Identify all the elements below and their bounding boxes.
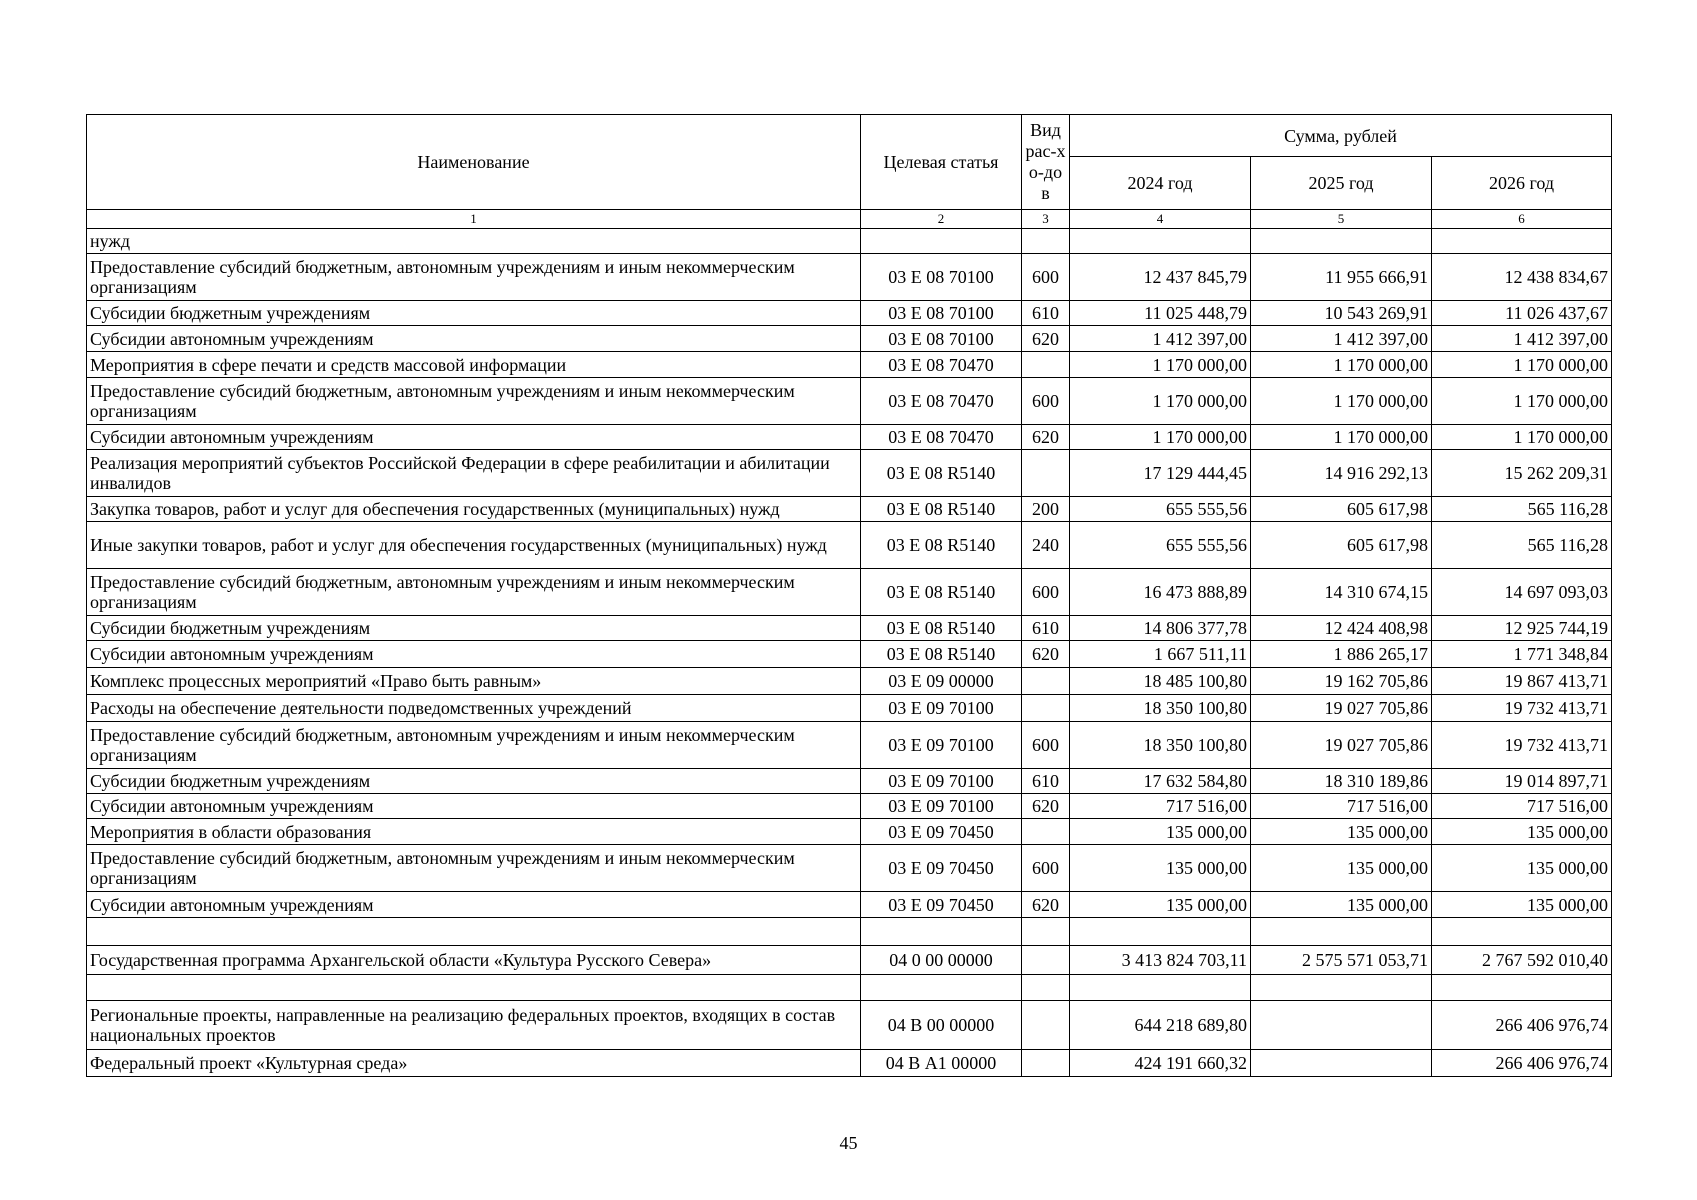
table-row	[87, 378, 1612, 425]
cell-name: Расходы на обеспечение деятельности подведомственных учреждений	[87, 695, 861, 722]
cell-target-article: 03 Е 08 70470	[861, 425, 1022, 450]
cell-amount-2025: 1 886 265,17	[1251, 641, 1432, 668]
cell-amount-2026	[1432, 918, 1612, 946]
cell-amount-2026: 12 438 834,67	[1432, 254, 1612, 301]
cell-expense-type: 610	[1022, 769, 1070, 794]
cell-amount-2024: 655 555,56	[1070, 497, 1251, 522]
cell-amount-2025: 1 170 000,00	[1251, 378, 1432, 425]
table-row	[87, 1001, 1612, 1050]
cell-amount-2024: 1 170 000,00	[1070, 378, 1251, 425]
cell-name: Субсидии автономным учреждениям	[87, 892, 861, 918]
cell-amount-2025: 135 000,00	[1251, 892, 1432, 918]
table-row	[87, 616, 1612, 641]
cell-expense-type: 600	[1022, 378, 1070, 425]
cell-amount-2024: 135 000,00	[1070, 892, 1251, 918]
table-row	[87, 794, 1612, 819]
table-row	[87, 946, 1612, 975]
cell-name: Региональные проекты, направленные на реализацию федеральных проектов, входящих в состав национальных проектов	[87, 1001, 861, 1050]
cell-amount-2026: 11 026 437,67	[1432, 301, 1612, 326]
cell-name: нужд	[87, 229, 861, 254]
cell-amount-2024: 424 191 660,32	[1070, 1050, 1251, 1077]
cell-expense-type	[1022, 352, 1070, 378]
cell-amount-2026: 2 767 592 010,40	[1432, 946, 1612, 975]
cell-amount-2026: 19 732 413,71	[1432, 722, 1612, 769]
header-expense-type	[1022, 115, 1070, 210]
cell-expense-type	[1022, 1050, 1070, 1077]
cell-target-article: 03 Е 08 R5140	[861, 569, 1022, 616]
cell-expense-type	[1022, 695, 1070, 722]
cell-amount-2025: 717 516,00	[1251, 794, 1432, 819]
cell-expense-type: 200	[1022, 497, 1070, 522]
table-row	[87, 301, 1612, 326]
cell-target-article: 03 Е 09 00000	[861, 668, 1022, 695]
cell-amount-2024: 1 667 511,11	[1070, 641, 1251, 668]
cell-target-article	[861, 229, 1022, 254]
table-row	[87, 326, 1612, 352]
cell-amount-2024: 1 170 000,00	[1070, 425, 1251, 450]
cell-amount-2026: 717 516,00	[1432, 794, 1612, 819]
header-expense-type-label: Вид рас-хо-дов	[1025, 120, 1066, 203]
cell-name: Субсидии автономным учреждениям	[87, 641, 861, 668]
cell-name: Предоставление субсидий бюджетным, автономным учреждениям и иным некоммерческим организациям	[87, 569, 861, 616]
cell-expense-type: 620	[1022, 326, 1070, 352]
cell-amount-2026: 19 867 413,71	[1432, 668, 1612, 695]
cell-name: Субсидии бюджетным учреждениям	[87, 616, 861, 641]
cell-target-article: 03 Е 09 70450	[861, 819, 1022, 845]
cell-name: Мероприятия в сфере печати и средств массовой информации	[87, 352, 861, 378]
cell-name: Мероприятия в области образования	[87, 819, 861, 845]
cell-target-article: 03 Е 09 70100	[861, 695, 1022, 722]
header-target-article: Целевая статья	[861, 115, 1022, 210]
cell-expense-type	[1022, 819, 1070, 845]
cell-amount-2026: 266 406 976,74	[1432, 1001, 1612, 1050]
cell-amount-2026: 14 697 093,03	[1432, 569, 1612, 616]
cell-amount-2025	[1251, 975, 1432, 1001]
cell-amount-2025: 14 916 292,13	[1251, 450, 1432, 497]
cell-amount-2025	[1251, 1001, 1432, 1050]
cell-amount-2026: 135 000,00	[1432, 892, 1612, 918]
cell-expense-type: 600	[1022, 569, 1070, 616]
cell-amount-2026: 19 732 413,71	[1432, 695, 1612, 722]
cell-expense-type: 610	[1022, 301, 1070, 326]
cell-target-article: 03 Е 08 R5140	[861, 616, 1022, 641]
header-name: Наименование	[87, 115, 861, 210]
cell-expense-type: 620	[1022, 425, 1070, 450]
cell-amount-2026: 19 014 897,71	[1432, 769, 1612, 794]
cell-amount-2025: 14 310 674,15	[1251, 569, 1432, 616]
table-row	[87, 352, 1612, 378]
cell-amount-2025	[1251, 229, 1432, 254]
table-row	[87, 695, 1612, 722]
cell-name: Предоставление субсидий бюджетным, автономным учреждениям и иным некоммерческим организациям	[87, 378, 861, 425]
cell-name	[87, 975, 861, 1001]
cell-amount-2026	[1432, 229, 1612, 254]
header-year-2025: 2025 год	[1251, 157, 1432, 210]
cell-target-article	[861, 918, 1022, 946]
table-row	[87, 425, 1612, 450]
cell-amount-2026: 1 412 397,00	[1432, 326, 1612, 352]
header-year-2024: 2024 год	[1070, 157, 1251, 210]
cell-target-article: 03 Е 08 70470	[861, 352, 1022, 378]
cell-amount-2025	[1251, 1050, 1432, 1077]
cell-amount-2024: 135 000,00	[1070, 819, 1251, 845]
table-row	[87, 229, 1612, 254]
table-row	[87, 918, 1612, 946]
cell-amount-2025: 605 617,98	[1251, 497, 1432, 522]
cell-target-article: 03 Е 08 R5140	[861, 522, 1022, 569]
cell-amount-2026: 565 116,28	[1432, 522, 1612, 569]
cell-amount-2026: 135 000,00	[1432, 845, 1612, 892]
table-row	[87, 892, 1612, 918]
cell-name: Субсидии автономным учреждениям	[87, 326, 861, 352]
table-row	[87, 845, 1612, 892]
header-sum: Сумма, рублей	[1070, 115, 1612, 157]
cell-amount-2026: 1 170 000,00	[1432, 425, 1612, 450]
column-number: 1	[87, 210, 861, 229]
cell-expense-type	[1022, 668, 1070, 695]
cell-amount-2025: 1 170 000,00	[1251, 425, 1432, 450]
cell-amount-2024: 135 000,00	[1070, 845, 1251, 892]
cell-target-article	[861, 975, 1022, 1001]
table-row	[87, 522, 1612, 569]
cell-amount-2026: 135 000,00	[1432, 819, 1612, 845]
cell-name: Субсидии бюджетным учреждениям	[87, 769, 861, 794]
cell-amount-2025: 2 575 571 053,71	[1251, 946, 1432, 975]
cell-amount-2025: 19 027 705,86	[1251, 695, 1432, 722]
cell-expense-type: 600	[1022, 254, 1070, 301]
cell-amount-2025: 135 000,00	[1251, 845, 1432, 892]
cell-expense-type	[1022, 1001, 1070, 1050]
table-row	[87, 1050, 1612, 1077]
cell-name: Реализация мероприятий субъектов Российской Федерации в сфере реабилитации и абилитации инвалидов	[87, 450, 861, 497]
cell-amount-2026: 1 771 348,84	[1432, 641, 1612, 668]
cell-name: Закупка товаров, работ и услуг для обеспечения государственных (муниципальных) нужд	[87, 497, 861, 522]
cell-amount-2025: 19 162 705,86	[1251, 668, 1432, 695]
table-row	[87, 722, 1612, 769]
column-number: 3	[1022, 210, 1070, 229]
cell-amount-2024: 3 413 824 703,11	[1070, 946, 1251, 975]
cell-expense-type	[1022, 946, 1070, 975]
cell-expense-type: 620	[1022, 641, 1070, 668]
cell-target-article: 03 Е 08 70100	[861, 326, 1022, 352]
cell-amount-2025: 11 955 666,91	[1251, 254, 1432, 301]
column-number: 6	[1432, 210, 1612, 229]
cell-expense-type: 600	[1022, 722, 1070, 769]
cell-name: Субсидии автономным учреждениям	[87, 425, 861, 450]
cell-amount-2026: 15 262 209,31	[1432, 450, 1612, 497]
cell-amount-2024: 18 350 100,80	[1070, 695, 1251, 722]
cell-target-article: 03 Е 08 R5140	[861, 641, 1022, 668]
cell-target-article: 03 Е 08 70470	[861, 378, 1022, 425]
column-number: 2	[861, 210, 1022, 229]
table-row	[87, 769, 1612, 794]
cell-amount-2024: 16 473 888,89	[1070, 569, 1251, 616]
cell-target-article: 03 Е 08 70100	[861, 301, 1022, 326]
cell-amount-2026: 1 170 000,00	[1432, 378, 1612, 425]
table-row	[87, 819, 1612, 845]
cell-amount-2026: 12 925 744,19	[1432, 616, 1612, 641]
cell-amount-2026: 1 170 000,00	[1432, 352, 1612, 378]
table-row	[87, 668, 1612, 695]
cell-target-article: 04 В А1 00000	[861, 1050, 1022, 1077]
cell-amount-2025: 605 617,98	[1251, 522, 1432, 569]
cell-target-article: 03 Е 08 70100	[861, 254, 1022, 301]
cell-expense-type: 610	[1022, 616, 1070, 641]
cell-amount-2025: 1 412 397,00	[1251, 326, 1432, 352]
cell-amount-2025: 1 170 000,00	[1251, 352, 1432, 378]
cell-expense-type	[1022, 918, 1070, 946]
cell-name: Предоставление субсидий бюджетным, автономным учреждениям и иным некоммерческим организациям	[87, 845, 861, 892]
cell-expense-type: 620	[1022, 892, 1070, 918]
cell-amount-2024: 18 485 100,80	[1070, 668, 1251, 695]
table-row	[87, 975, 1612, 1001]
cell-amount-2024: 12 437 845,79	[1070, 254, 1251, 301]
cell-name: Государственная программа Архангельской области «Культура Русского Севера»	[87, 946, 861, 975]
cell-target-article: 03 Е 08 R5140	[861, 450, 1022, 497]
cell-name: Комплекс процессных мероприятий «Право быть равным»	[87, 668, 861, 695]
cell-amount-2025: 135 000,00	[1251, 819, 1432, 845]
cell-amount-2024: 644 218 689,80	[1070, 1001, 1251, 1050]
cell-amount-2024: 1 412 397,00	[1070, 326, 1251, 352]
table-row	[87, 254, 1612, 301]
cell-amount-2024: 1 170 000,00	[1070, 352, 1251, 378]
cell-target-article: 04 В 00 00000	[861, 1001, 1022, 1050]
cell-amount-2025: 12 424 408,98	[1251, 616, 1432, 641]
header-year-2026: 2026 год	[1432, 157, 1612, 210]
cell-target-article: 03 Е 09 70100	[861, 769, 1022, 794]
cell-name: Предоставление субсидий бюджетным, автономным учреждениям и иным некоммерческим организациям	[87, 254, 861, 301]
budget-table	[86, 114, 1612, 1077]
table-row	[87, 450, 1612, 497]
table-row	[87, 569, 1612, 616]
cell-amount-2026: 565 116,28	[1432, 497, 1612, 522]
cell-amount-2025: 10 543 269,91	[1251, 301, 1432, 326]
cell-amount-2025	[1251, 918, 1432, 946]
cell-amount-2024: 717 516,00	[1070, 794, 1251, 819]
column-number: 5	[1251, 210, 1432, 229]
cell-target-article: 04 0 00 00000	[861, 946, 1022, 975]
table-row	[87, 497, 1612, 522]
cell-expense-type: 240	[1022, 522, 1070, 569]
column-number: 4	[1070, 210, 1251, 229]
cell-name: Субсидии автономным учреждениям	[87, 794, 861, 819]
cell-expense-type	[1022, 975, 1070, 1001]
table-row	[87, 641, 1612, 668]
cell-amount-2025: 19 027 705,86	[1251, 722, 1432, 769]
cell-target-article: 03 Е 09 70100	[861, 794, 1022, 819]
cell-expense-type: 600	[1022, 845, 1070, 892]
cell-amount-2024: 17 129 444,45	[1070, 450, 1251, 497]
cell-amount-2025: 18 310 189,86	[1251, 769, 1432, 794]
cell-target-article: 03 Е 09 70450	[861, 892, 1022, 918]
cell-target-article: 03 Е 09 70450	[861, 845, 1022, 892]
cell-amount-2024	[1070, 918, 1251, 946]
table-body	[87, 229, 1612, 1077]
cell-amount-2024	[1070, 229, 1251, 254]
cell-name: Иные закупки товаров, работ и услуг для обеспечения государственных (муниципальных) нужд	[87, 522, 861, 569]
cell-target-article: 03 Е 08 R5140	[861, 497, 1022, 522]
cell-amount-2026: 266 406 976,74	[1432, 1050, 1612, 1077]
cell-amount-2024: 18 350 100,80	[1070, 722, 1251, 769]
cell-name	[87, 918, 861, 946]
cell-amount-2024: 655 555,56	[1070, 522, 1251, 569]
cell-expense-type	[1022, 450, 1070, 497]
cell-amount-2024: 14 806 377,78	[1070, 616, 1251, 641]
cell-name: Предоставление субсидий бюджетным, автономным учреждениям и иным некоммерческим организациям	[87, 722, 861, 769]
cell-expense-type: 620	[1022, 794, 1070, 819]
cell-amount-2024: 17 632 584,80	[1070, 769, 1251, 794]
page-number: 45	[839, 1133, 858, 1153]
cell-amount-2024: 11 025 448,79	[1070, 301, 1251, 326]
cell-amount-2024	[1070, 975, 1251, 1001]
cell-amount-2026	[1432, 975, 1612, 1001]
cell-name: Федеральный проект «Культурная среда»	[87, 1050, 861, 1077]
cell-target-article: 03 Е 09 70100	[861, 722, 1022, 769]
cell-name: Субсидии бюджетным учреждениям	[87, 301, 861, 326]
cell-expense-type	[1022, 229, 1070, 254]
